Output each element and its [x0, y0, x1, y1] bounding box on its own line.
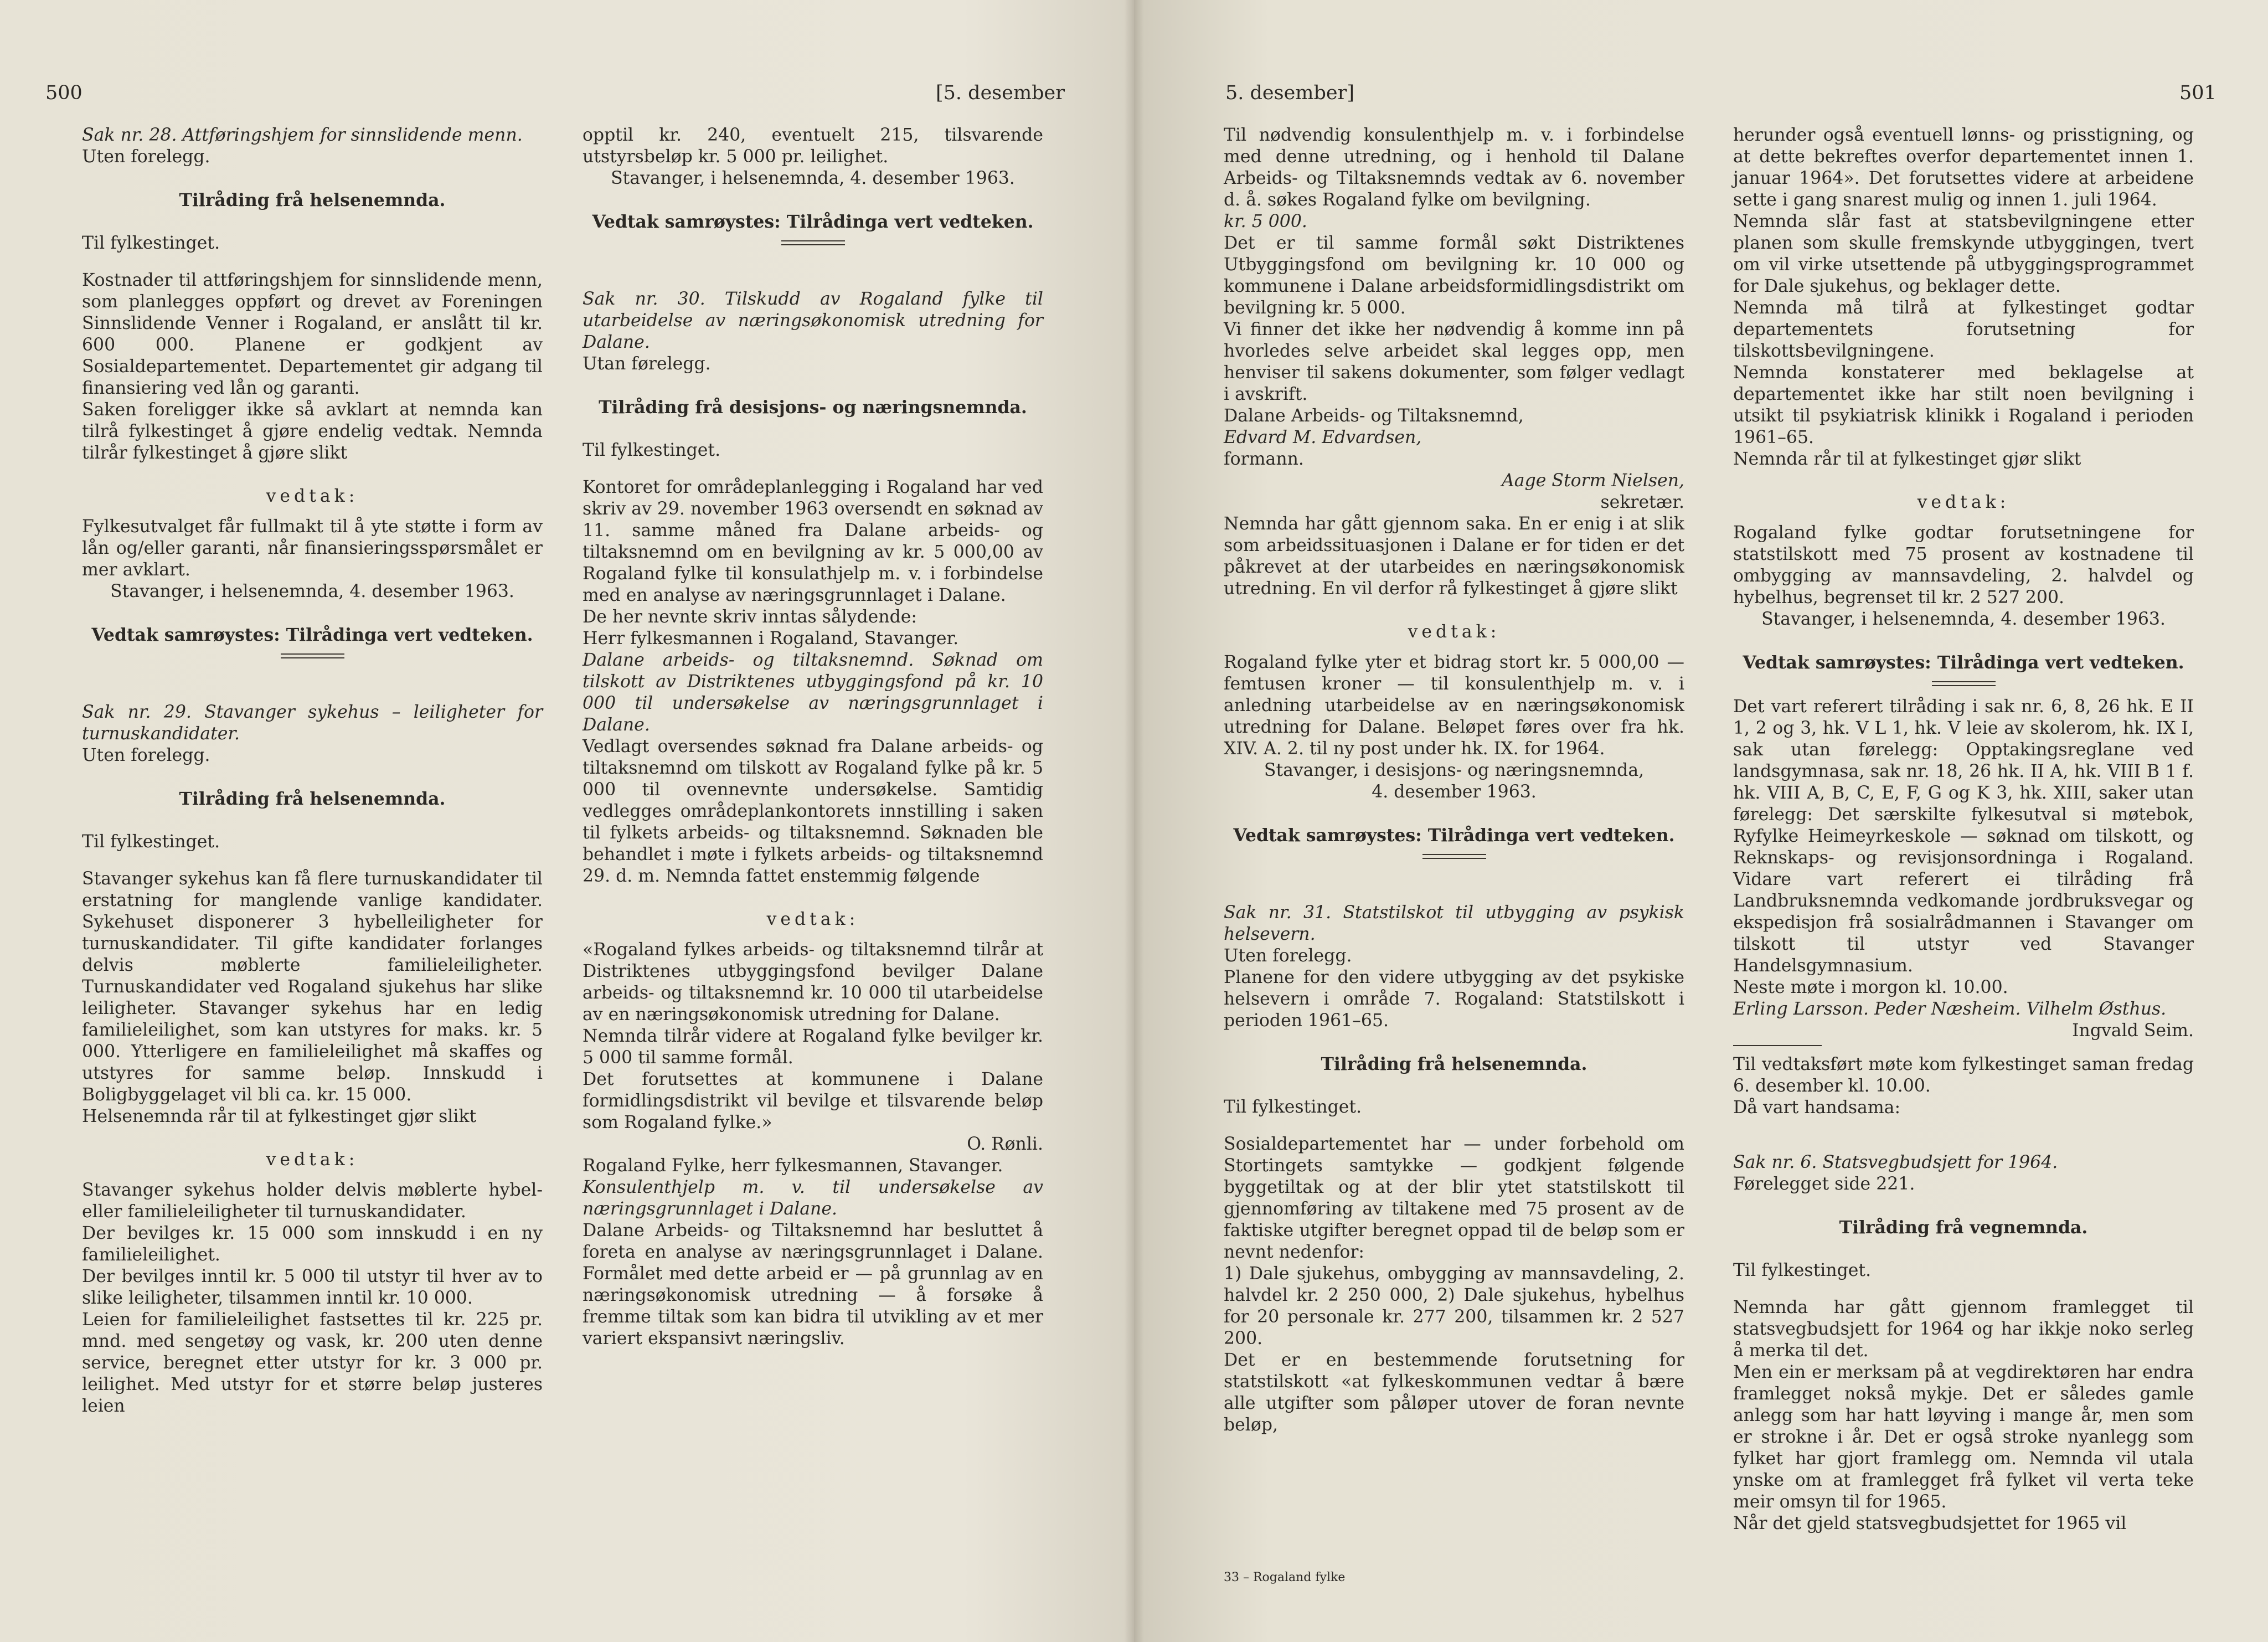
paragraph: Utan førelegg. [583, 354, 711, 374]
section-heading: Vedtak samrøystes: Tilrådinga vert vedteken. [1233, 825, 1675, 846]
section-heading: Vedtak samrøystes: Tilrådinga vert vedteken. [592, 212, 1034, 232]
case-title: Sak nr. 6. Statsvegbudsjett for 1964. [1733, 1152, 2058, 1172]
paragraph: Til fylkestinget. [1224, 1097, 1362, 1117]
paragraph: Uten forelegg. [1224, 946, 1352, 966]
paragraph: Til nødvendig konsulenthjelp m. v. i forbindelse med denne utredning, og i henhold til Dalane Arbeids- og Tiltaksnemnds vedtak av 6. november d. å. søkes Rogaland fylke om bevilgning. [1224, 125, 1684, 210]
case-title: Sak nr. 31. Statstilskot til utbygging av psykisk helsevern. [1224, 903, 1684, 944]
section-heading: Tilråding frå helsenemnda. [179, 789, 446, 809]
page-number: 500 [45, 82, 83, 104]
double-rule-divider [281, 653, 344, 658]
resolution-label: vedtak: [766, 909, 859, 929]
paragraph: Uten forelegg. [82, 147, 210, 167]
paragraph: Til vedtaksført møte kom fylkestinget saman fredag 6. desember kl. 10.00. Då vart handsama: [1733, 1054, 2194, 1118]
paragraph: Rogaland fylke yter et bidrag stort kr. 5 000,00 — femtusen kroner — til konsulenthjelp m. v. i anledning utarbeidelse av en næringsøkonomisk utredning for Dalane. Beløpet føres over fra hk. XIV. A. 2. til ny post under hk. IX. for 1964. [1224, 652, 1684, 759]
paragraph: Dalane arbeids- og tiltaksnemnd. Søknad om tilskott av Distriktenes utbyggingsfond på kr. 10 000 til undersøkelse av næringsgrunnlaget i Dalane. [583, 650, 1043, 735]
paragraph: Dalane Arbeids- og Tiltaksnemnd har besluttet å foreta en analyse av næringsgrunnlaget i Dalane. Formålet med dette arbeid er — på grunnlag av en næringsøkonomisk utredning — å forsøke å fremme tiltak som kan bidra til utvikling av et mer variert ekspansivt næringsliv. [583, 1221, 1043, 1348]
signature: Ingvald Seim. [2072, 1021, 2194, 1041]
paragraph: formann. [1224, 449, 1304, 469]
resolution-label: vedtak: [1408, 622, 1501, 642]
section-heading: Tilråding frå helsenemnda. [1321, 1054, 1587, 1074]
paragraph: «Rogaland fylkes arbeids- og tiltaksnemnd tilrår at Distriktenes utbyggingsfond bevilger Dalane arbeids- og tiltaksnemnd kr. 10 000 til utarbeidelse av en næringsøkonomisk utredning for Dalane. Nemnda tilrår videre at Rogaland fylke bevilger kr. 5 000 til samme formål. Det forutsettes at kommunene i Dalane formidlingsdistrikt vil bevilge et tilsvarende beløp som Rogaland fylke.» [583, 940, 1043, 1133]
paragraph: Stavanger, i helsenemnda, 4. desember 1963. [1761, 609, 2166, 629]
double-rule-divider [1422, 854, 1486, 859]
paragraph: Herr fylkesmannen i Rogaland, Stavanger. [583, 629, 959, 648]
resolution-label: vedtak: [266, 486, 359, 506]
page-footer: 33 – Rogaland fylke [1224, 1571, 1346, 1584]
paragraph: Kontoret for områdeplanlegging i Rogaland har ved skriv av 29. november 1963 oversendt en søknad av 11. samme måned fra Dalane arbeids- og tiltaksnemnd om en bevilgning av kr. 5 000,00 av Rogaland fylke til konsulathjelp m. v. i forbindelse med en analyse av næringsgrunnlaget i Dalane. De her nevnte skriv inntas sålydende: [583, 477, 1043, 627]
paragraph: Stavanger, i helsenemnda, 4. desember 1963. [611, 168, 1015, 188]
short-rule [1733, 1045, 1822, 1046]
left-column-2 [583, 125, 1043, 1350]
running-head: [5. desember [936, 82, 1065, 104]
section-heading: Tilråding frå helsenemnda. [179, 190, 446, 210]
right-page [1134, 0, 2268, 1642]
paragraph: kr. 5 000. [1224, 212, 1307, 231]
paragraph: Til fylkestinget. [82, 233, 220, 253]
paragraph: Fylkesutvalget får fullmakt til å yte støtte i form av lån og/eller garanti, når finansieringsspørsmålet er mer avklart. [82, 517, 543, 580]
paragraph: Konsulenthjelp m. v. til undersøkelse av næringsgrunnlaget i Dalane. [583, 1177, 1043, 1219]
section-heading: Tilråding frå desisjons- og næringsnemnda. [599, 397, 1027, 418]
paragraph: Stavanger sykehus kan få flere turnuskandidater til erstatning for manglende vanlige kandidater. Sykehuset disponerer 3 hybelleiligheter for turnuskandidater. Til gifte kandidater forlanges delvis møblerte familieleiligheter. Turnuskandidater ved Rogaland sjukehus har slike leiligheter. Stavanger sykehus har en ledig familieleilighet, som kan utstyres for maks. kr. 5 000. Ytterligere en familieleilighet må skaffes og utstyres for samme beløp. Innskudd i Boligbyggelaget vil bli ca. kr. 15 000. Helsenemnda rår til at fylkestinget gjør slikt [82, 869, 543, 1126]
paragraph: Det vart referert tilråding i sak nr. 6, 8, 26 hk. E II 1, 2 og 3, hk. V L 1, hk. V leie av skolerom, hk. IX I, sak utan førelegg: Opptakingsreglane ved landsgymnasa, sak nr. 18, 26 hk. II A, hk. VIII B 1 f. hk. VIII A, B, C, E, F, G og K 3, hk. XIII, saker utan førelegg: Det særskilte fylkesutval si møtebok, Ryfylke Heimeyrkeskole — søknad om tilskott, og Reknskaps- og revisjonsordninga i Rogaland. Vidare vart referert ei tilråding frå Landbruksnemnda vedkomande jordbruksvegar og ekspedisjon frå sosialrådmannen i Stavanger om tilskott til utstyr ved Stavanger Handelsgymnasium. Neste møte i morgon kl. 10.00. [1733, 697, 2194, 997]
case-title: Sak nr. 30. Tilskudd av Rogaland fylke til utarbeidelse av næringsøkonomisk utredning for Dalane. [583, 289, 1043, 352]
double-rule-divider [1932, 681, 1996, 686]
double-rule-divider [781, 240, 845, 245]
paragraph: Til fylkestinget. [82, 832, 220, 852]
right-column-2 [1733, 125, 2194, 1535]
paragraph: Rogaland Fylke, herr fylkesmannen, Stavanger. [583, 1156, 1003, 1176]
signature: O. Rønli. [967, 1134, 1043, 1154]
paragraph: Det er til samme formål søkt Distriktenes Utbyggingsfond om bevilgning kr. 10 000 og kommunene i Dalane arbeidsformidlingsdistrikt om bevilgning kr. 5 000. Vi finner det ikke her nødvendig å komme inn på hvorledes selve arbeidet skal legges opp, men henviser til sakens dokumenter, som følger vedlagt i avskrift. [1224, 233, 1684, 404]
paragraph: Erling Larsson. Peder Næsheim. Vilhelm Østhus. [1733, 999, 2167, 1019]
paragraph: Stavanger, i helsenemnda, 4. desember 1963. [110, 581, 514, 601]
paragraph: Sosialdepartementet har — under forbehold om Stortingets samtykke — godkjent følgende byggetiltak og at der blir ytet statstilskott til gjennomføring av tiltakene med 75 prosent av de faktiske utgifter beregnet oppad til de beløp som er nevnt nedenfor: 1) Dale sjukehus, ombygging av mannsavdeling, 2. halvdel kr. 2 250 000, 2) Dale sjukehus, hybelhus for 20 personale kr. 277 200, tilsammen kr. 2 527 200. Det er en bestemmende forutsetning for statstilskott «at fylkeskommunen vedtar å bære alle utgifter som påløper utover de foran nevnte beløp, [1224, 1134, 1684, 1435]
paragraph: Uten forelegg. [82, 745, 210, 765]
paragraph: Stavanger, i desisjons- og næringsnemnda, 4. desember 1963. [1264, 760, 1645, 802]
book-spine-shadow [1124, 0, 1144, 1642]
left-column-1 [82, 125, 543, 1417]
resolution-label: vedtak: [266, 1150, 359, 1170]
paragraph: Edvard M. Edvardsen, [1224, 428, 1422, 447]
paragraph: Dalane Arbeids- og Tiltaksnemnd, [1224, 406, 1524, 426]
paragraph: Førelegget side 221. [1733, 1174, 1915, 1194]
paragraph: Til fylkestinget. [1733, 1260, 1872, 1280]
paragraph: Rogaland fylke godtar forutsetningene for statstilskott med 75 prosent av kostnadene til ombygging av mannsavdeling, 2. halvdel og hybelhus, begrenset til kr. 2 527 200. [1733, 523, 2194, 608]
paragraph: herunder også eventuell lønns- og prisstigning, og at dette bekreftes overfor departementet innen 1. januar 1964». Det forutsettes videre at arbeidene sette i gang snarest mulig og innen 1. juli 1964. Nemnda slår fast at statsbevilgningene etter planen som skulle fremskynde utbyggingen, tvert om vil virke utsettende på utbyggingsprogrammet for Dale sjukehus, og beklager dette. Nemnda må tilrå at fylkestinget godtar departementets forutsetning for tilskottsbevilgningene. Nemnda konstaterer med beklagelse at departementet ikke har stilt noen bevilgning i utsikt til psykiatrisk klinikk i Rogaland i perioden 1961–65. Nemnda rår til at fylkestinget gjør slikt [1733, 125, 2194, 469]
paragraph: Vedlagt oversendes søknad fra Dalane arbeids- og tiltaksnemnd om tilskott av Rogaland fylke på kr. 5 000 til ovennevnte undersøkelse. Samtidig vedlegges områdeplankontorets innstilling i saken til fylkets arbeids- og tiltaksnemnd. Søknaden ble behandlet i møte i fylkets arbeids- og tiltaksnemnd 29. d. m. Nemnda fattet enstemmig følgende [583, 737, 1043, 886]
paragraph: Stavanger sykehus holder delvis møblerte hybel- eller familieleiligheter til turnuskandidater. Der bevilges kr. 15 000 som innskudd i en ny familieleilighet. Der bevilges inntil kr. 5 000 til utstyr til hver av to slike leiligheter, tilsammen inntil kr. 10 000. Leien for familieleilighet fastsettes til kr. 225 pr. mnd. med sengetøy og vask, kr. 200 uten denne service, beregnet etter utstyr for kr. 3 000 pr. leilighet. Med utstyr for et større beløp justeres leien [82, 1180, 543, 1416]
resolution-label: vedtak: [1917, 492, 2010, 512]
section-heading: Vedtak samrøystes: Tilrådinga vert vedteken. [91, 625, 533, 645]
case-title: Sak nr. 29. Stavanger sykehus – leiligheter for turnuskandidater. [82, 702, 543, 744]
paragraph: Planene for den videre utbygging av det psykiske helsevern i område 7. Rogaland: Statstilskott i perioden 1961–65. [1224, 967, 1684, 1031]
right-column-1 [1224, 125, 1684, 1436]
paragraph: opptil kr. 240, eventuelt 215, tilsvarende utstyrsbeløp kr. 5 000 pr. leilighet. [583, 125, 1043, 167]
case-title: Sak nr. 28. Attføringshjem for sinnslidende menn. [82, 125, 523, 145]
section-heading: Tilråding frå vegnemnda. [1839, 1217, 2088, 1238]
signature: Aage Storm Nielsen, [1502, 471, 1684, 491]
signature: sekretær. [1600, 492, 1684, 512]
paragraph: Til fylkestinget. [583, 440, 721, 460]
page-number: 501 [2179, 82, 2217, 104]
running-head: 5. desember] [1225, 82, 1355, 104]
paragraph: Kostnader til attføringshjem for sinnslidende menn, som planlegges oppført og drevet av Foreningen Sinnslidende Venner i Rogaland, er anslått til kr. 600 000. Planene er godkjent av Sosialdepartementet. Departementet gir adgang til finansiering ved lån og garanti. Saken foreligger ikke så avklart at nemnda kan tilrå fylkestinget å gjøre endelig vedtak. Nemnda tilrår fylkestinget å gjøre slikt [82, 270, 543, 463]
paragraph: Nemnda har gått gjennom saka. En er enig i at slik som arbeidssituasjonen i Dalane er for tiden er det påkrevet at der utarbeides en næringsøkonomisk utredning. En vil derfor rå fylkestinget å gjøre slikt [1224, 514, 1684, 599]
paragraph: Nemnda har gått gjennom framlegget til statsvegbudsjett for 1964 og har ikkje noko serleg å merka til det. Men ein er merksam på at vegdirektøren har endra framlegget nokså mykje. Det er således gamle anlegg som har hatt løyving i mange år, men som er strokne i år. Det er også stroke nyanlegg som fylket har gjort framlegg om. Nemnda vil utala ynske om at framlegget frå fylket vil verta teke meir omsyn til for 1965. Når det gjeld statsvegbudsjettet for 1965 vil [1733, 1298, 2194, 1533]
section-heading: Vedtak samrøystes: Tilrådinga vert vedteken. [1743, 652, 2184, 673]
